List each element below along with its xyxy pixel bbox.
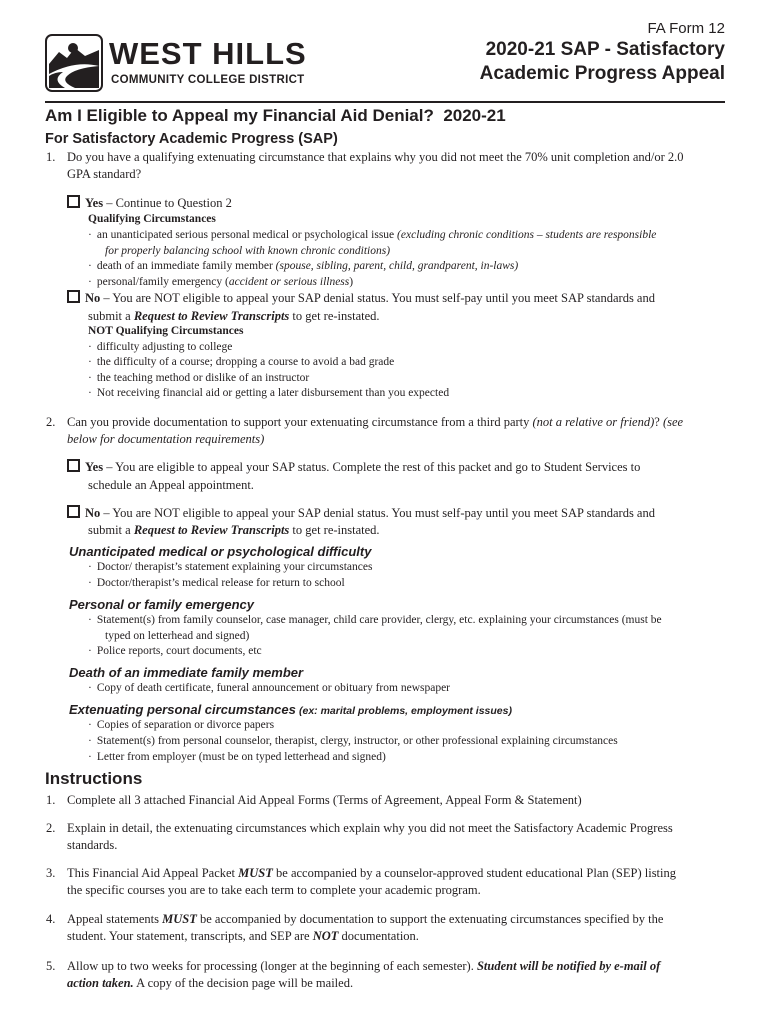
checkbox[interactable] (67, 505, 80, 518)
option-text: – You are NOT eligible to appeal your SAP denial status. You must self-pay until you meet SAP standards and (100, 506, 655, 520)
option-label: Yes (85, 460, 104, 474)
item-number: 5. (46, 959, 56, 973)
q1-text-2: GPA standard? (67, 167, 142, 181)
list-item: · Letter from employer (must be on typed letterhead and signed) (88, 751, 386, 763)
logo-subtitle: COMMUNITY COLLEGE DISTRICT (111, 74, 305, 86)
doc-heading-medical: Unanticipated medical or psychological difficulty (69, 544, 372, 559)
checkbox[interactable] (67, 290, 80, 303)
list-item: · difficulty adjusting to college (88, 341, 233, 353)
logo-name: WEST HILLS (109, 36, 307, 71)
form-number: FA Form 12 (647, 20, 725, 37)
instruction-item-cont: the specific courses you are to take each term to complete your academic program. (67, 883, 481, 897)
q2-yes-text-2: schedule an Appeal appointment. (88, 478, 254, 492)
q2-number: 2. (46, 415, 56, 429)
list-item: · an unanticipated serious personal medical or psychological issue (excluding chronic conditions – students are responsible (88, 229, 657, 241)
item-number: 2. (46, 821, 56, 835)
list-item: · Copy of death certificate, funeral announcement or obituary from newspaper (88, 682, 451, 694)
q2-yes-option[interactable] (67, 459, 640, 476)
list-item: · Statement(s) from personal counselor, therapist, clergy, instructor, or other professional explaining circumstances (88, 735, 618, 747)
instruction-item-cont: student. Your statement, transcripts, and SEP are NOT documentation. (67, 929, 419, 943)
option-text: – You are NOT eligible to appeal your SAP denial status. You must self-pay until you meet SAP standards and (100, 291, 655, 305)
list-item: · Copies of separation or divorce papers (88, 719, 275, 731)
q2-text: Can you provide documentation to support your extenuating circumstance from a third party (not a relative or friend)? (see (67, 415, 684, 429)
doc-heading-death: Death of an immediate family member (69, 665, 304, 680)
instruction-item-cont: action taken. A copy of the decision page will be mailed. (67, 976, 354, 990)
q2-no-option[interactable] (67, 505, 655, 522)
item-number: 4. (46, 912, 56, 926)
item-number: 1. (46, 793, 56, 807)
instruction-item: Complete all 3 attached Financial Aid Appeal Forms (Terms of Agreement, Appeal Form & Statement) (67, 793, 582, 807)
option-label: Yes (85, 196, 104, 210)
option-text: – You are eligible to appeal your SAP status. Complete the rest of this packet and go to Student Services to (103, 460, 641, 474)
list-item: · Doctor/therapist’s medical release for return to school (88, 577, 345, 589)
q2-no-text-2: submit a Request to Review Transcripts to get re-instated. (88, 523, 380, 537)
item-number: 3. (46, 866, 56, 880)
q2-text-2: below for documentation requirements) (67, 432, 265, 446)
checkbox[interactable] (67, 195, 80, 208)
instructions-heading: Instructions (45, 769, 143, 788)
instruction-item: This Financial Aid Appeal Packet MUST be accompanied by a counselor-approved student educational Plan (SEP) listing (67, 866, 677, 880)
list-item-cont: for properly balancing school with known chronic conditions) (105, 245, 391, 257)
list-item: · the difficulty of a course; dropping a course to avoid a bad grade (88, 356, 395, 368)
logo (45, 34, 315, 92)
instruction-item: Explain in detail, the extenuating circumstances which explain why you did not meet the Satisfactory Academic Progress (67, 821, 673, 835)
q1-no-text-2: submit a Request to Review Transcripts to get re-instated. (88, 309, 380, 323)
list-item-cont: typed on letterhead and signed) (105, 630, 250, 642)
not-qualifying-heading: NOT Qualifying Circumstances (88, 325, 244, 337)
option-label: No (85, 291, 101, 305)
list-item: · Statement(s) from family counselor, case manager, child care provider, clergy, etc. explaining your circumstances (must be (88, 614, 662, 626)
list-item: · death of an immediate family member (spouse, sibling, parent, child, grandparent, in-laws) (88, 260, 519, 272)
list-item: · personal/family emergency (accident or serious illness) (88, 276, 354, 288)
q1-no-option[interactable] (67, 290, 655, 307)
option-text: – Continue to Question 2 (103, 196, 232, 210)
option-label: No (85, 506, 101, 520)
qualifying-heading: Qualifying Circumstances (88, 213, 216, 225)
page-heading (45, 106, 506, 126)
instruction-item: Allow up to two weeks for processing (longer at the beginning of each semester). Student will be notified by e-mail of (67, 959, 661, 973)
q1-number: 1. (46, 150, 56, 164)
q1-text: Do you have a qualifying extenuating circumstance that explains why you did not meet the 70% unit completion and/or 2.0 (67, 150, 684, 164)
form-title-line2: Academic Progress Appeal (479, 63, 725, 84)
checkbox[interactable] (67, 459, 80, 472)
page-subheading: For Satisfactory Academic Progress (SAP) (45, 131, 338, 147)
doc-heading-personal: Extenuating personal circumstances (ex: marital problems, employment issues) (69, 702, 512, 717)
instruction-item-cont: standards. (67, 838, 118, 852)
logo-hills-icon (45, 34, 103, 92)
list-item: · Police reports, court documents, etc (88, 645, 262, 657)
q1-yes-option[interactable] (67, 195, 232, 212)
list-item: · Doctor/ therapist’s statement explaining your circumstances (88, 561, 373, 573)
heading-text: Am I Eligible to Appeal my Financial Aid Denial? (45, 106, 434, 125)
list-item: · the teaching method or dislike of an instructor (88, 372, 310, 384)
list-item: · Not receiving financial aid or getting a later disbursement than you expected (88, 387, 450, 399)
heading-year: 2020-21 (443, 106, 506, 125)
form-title-line1: 2020-21 SAP - Satisfactory (485, 39, 725, 60)
header-divider (45, 101, 725, 103)
doc-heading-emergency: Personal or family emergency (69, 597, 254, 612)
instruction-item: Appeal statements MUST be accompanied by documentation to support the extenuating circumstances specified by the (67, 912, 664, 926)
